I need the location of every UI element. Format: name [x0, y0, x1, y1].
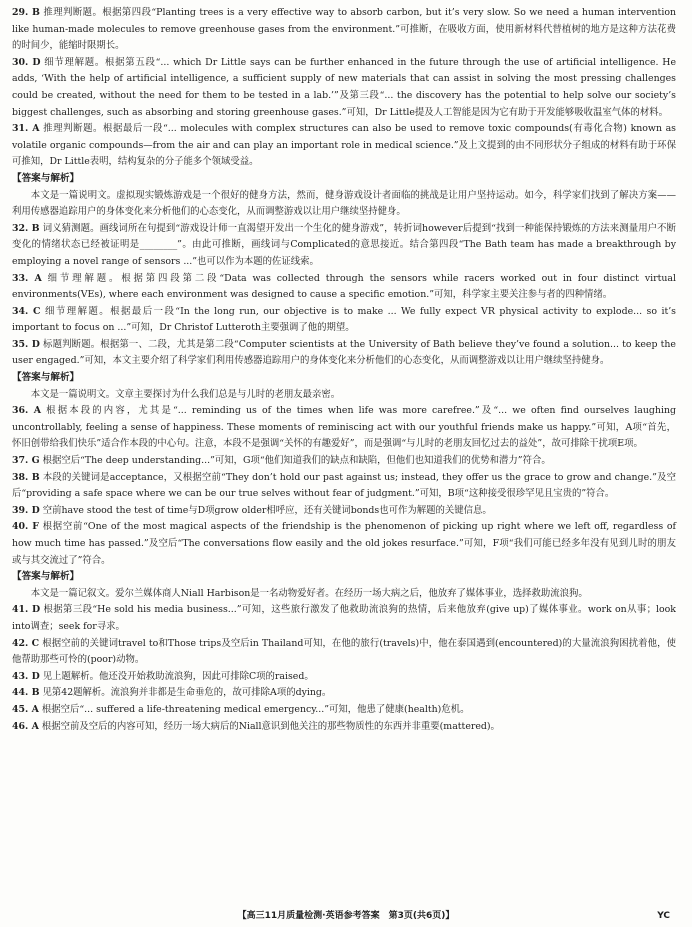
passage-summary: 本文是一篇记叙文。爱尔兰媒体商人Niall Harbison是一名动物爱好者。在经历一场大病之后，他放弃了媒体事业，选择救助流浪狗。	[30, 587, 588, 599]
answer-item	[12, 337, 676, 370]
answer-explanation: 根据空前及空后的内容可知，经历一场大病后的Niall意识到他关注的那些物质性的东西并非重要(mattered)。	[41, 720, 500, 732]
answer-explanation: 标题判断题。根据第一、二段，尤其是第二段“Computer scientists at the University of Bath believe they’ve found a solution... to keep the user engaged.”可知，本文主要介绍了科学家们利用传感器追踪用户的身体变化来分析他们的心态变化，从而调整游戏以让用户继续坚持健身。	[12, 338, 676, 367]
answer-number: 41. D	[12, 604, 41, 616]
answer-number: 45. A	[12, 703, 39, 715]
answer-explanation: 根据空后“... suffered a life-threatening medical emergency...”可知，他患了健康(health)危机。	[41, 703, 470, 715]
answer-number: 34. C	[12, 305, 41, 317]
answer-number: 35. D	[12, 338, 40, 350]
answer-number: 31. A	[12, 123, 40, 135]
section-heading: 【答案与解析】	[12, 172, 80, 184]
answer-item	[12, 669, 676, 686]
answer-number: 30. D	[12, 56, 41, 68]
answer-item	[12, 271, 676, 304]
footer-code: YC	[657, 911, 670, 921]
answer-explanation: 根据空前的关键词travel to和Those trips及空后in Thailand可知，在他的旅行(travels)中，他在泰国遇到(encountered)的大量流浪狗困扰着他，使他帮助那些可怜的(poor)动物。	[12, 637, 676, 666]
answer-explanation: 根据本段的内容，尤其是“... reminding us of the times when life was more carefree.”及“... we often find ourselves laughing uncontrollably, feeling a sense of happiness. These moments of reminiscing act with our youthful friends make us happy.”可知，A项“首先，怀旧创带给我们快乐”适合作本段的中心句。注意，本段不是强调“关怀的有趣爱好”，而是强调“与儿时的老朋友回忆过去的益处”，故可排除干扰项E项。	[12, 405, 677, 450]
answer-item	[12, 685, 676, 702]
section-heading: 【答案与解析】	[12, 372, 80, 384]
answer-explanation: 根据第三段“He sold his media business...”可知，这些旅行激发了他救助流浪狗的热情，后来他放弃(give up)了媒体事业。work on从事；look into调查；seek for寻求。	[12, 604, 676, 632]
answer-item	[12, 5, 676, 55]
answer-item	[12, 602, 676, 635]
answer-item	[12, 503, 676, 520]
answer-explanation: 推理判断题。根据第四段“Planting trees is a very effective way to absorb carbon, but it’s very slow. So we need a human intervention like human-made molecules to remove greenhouse gases from the environment.”可推断，在吸收方面，使用新材料代替植树的地方是这种方法花费的时间少，能缩时限期长。	[12, 7, 677, 52]
page-footer	[0, 908, 692, 924]
answer-item	[12, 719, 676, 736]
answer-item	[12, 221, 676, 271]
answer-number: 36. A	[12, 405, 42, 417]
answer-explanation: 细节理解题。根据第五段“... which Dr Little says can be further enhanced in the future through the use of artificial intelligence. He adds, ‘With the help of artificial intelligence, a sufficient supply of new materials that can assist in solving the most pressing challenges could be created, without the need for them to be tested in a lab.’”及第三段“... the discovery has the potential to help solve our society’s biggest challenges, such as absorbing and storing greenhouse gases.”可知，Dr Little提及人工智能是因为它有助于开发能够吸收温室气体的材料。	[12, 56, 676, 118]
answer-number: 44. B	[12, 687, 40, 699]
answer-number: 33. A	[12, 272, 42, 284]
answer-number: 42. C	[12, 637, 40, 649]
section-heading: 【答案与解析】	[12, 571, 80, 583]
answer-item	[12, 636, 676, 669]
answer-item	[12, 304, 676, 337]
answer-explanation: 见第42题解析。流浪狗并非都是生命垂危的，故可排除A项的dying。	[42, 687, 332, 699]
answer-explanation: 推理判断题。根据最后一段“... molecules with complex structures can also be used to remove toxic compounds(有毒化合物) known as volatile organic compounds—from the air and can play an important role in medical science.”及上文提到的由不同形状分子组成的材料有助于环保可推知，Dr Little表明，结构复杂的分子能多个领域受益。	[12, 123, 676, 168]
answer-number: 32. B	[12, 222, 40, 234]
answer-item	[12, 55, 676, 121]
passage-summary: 本文是一篇说明文。文章主要探讨为什么我们总是与儿时的老朋友最亲密。	[30, 388, 341, 400]
answer-item	[12, 470, 676, 503]
answer-explanation: 细节理解题。根据最后一段“In the long run, our objective is to make ... We fully expect VR physical activity to explode... so it’s important to focus on ...”可知，Dr Christof Lutteroth主要强调了他的期望。	[12, 305, 676, 334]
passage-summary: 本文是一篇说明文。虚拟现实锻炼游戏是一个很好的健身方法，然而，健身游戏设计者面临的挑战是让用户坚持运动。如今，科学家们找到了解决方案——利用传感器追踪用户的身体变化来分析他们的心态变化，从而调整游戏以让用户继续坚持健身。	[12, 189, 676, 218]
answer-explanation: 空前have stood the test of time与D项grow older相呼应，还有关键词bonds也可作为解题的关键信息。	[42, 504, 492, 516]
answer-explanation: 见上题解析。他还没开始救助流浪狗，因此可排除C项的raised。	[42, 670, 314, 682]
answer-number: 40. F	[12, 521, 39, 533]
answer-item	[12, 121, 676, 171]
answer-number: 29. B	[12, 7, 40, 18]
answer-number: 37. G	[12, 455, 40, 467]
footer-page-info: 【高三11月质量检测·英语参考答案 第3页(共6页)】	[237, 911, 455, 921]
answer-item	[12, 702, 676, 719]
answer-number: 43. D	[12, 670, 40, 682]
answer-item	[12, 453, 676, 470]
answer-explanation: 词义猜测题。画线词所在句提到“游戏设计师一直渴望开发出一个生化的健身游戏”，转折词however后提到“找到一种能保持锻炼的方法来测量用户不断变化的情绪状态已经被证明是________”。由此可推断，画线词与Complicated的意思接近。结合第四段“The Bath team has made a breakthrough by employing a novel range of sensors ...”也可以作为本题的佐证线索。	[12, 222, 677, 267]
answer-number: 39. D	[12, 504, 40, 516]
answer-explanation: 根据空后“The deep understanding...”可知，G项“他们知道我们的缺点和缺陷，但他们也知道我们的优势和潜力”符合。	[42, 455, 551, 467]
answer-explanation: 本段的关键词是acceptance，又根据空前“They don’t hold our past against us; instead, they offer us the grace to grow and change.”及空后“providing a safe space where we can be our true selves without fear of judgment.”可知，B项“这种接受很珍罕见且宝贵的”符合。	[12, 471, 677, 500]
answer-number: 38. B	[12, 471, 40, 483]
answer-number: 46. A	[12, 720, 39, 732]
answer-explanation: 细节理解题。根据第四段第二段“Data was collected through the sensors while racers worked out in four distinct virtual environments(VEs), where each environment was designed to cause a specific emotion.”可知，科学家主要关注参与者的四种情绪。	[12, 272, 676, 301]
answer-item	[12, 403, 676, 453]
answer-content	[12, 5, 676, 735]
answer-item	[12, 519, 676, 569]
answer-explanation: 根据空前“One of the most magical aspects of the friendship is the phenomenon of picking up right where we left off, regardless of how much time has passed.”及空后“The conversations flow easily and the old jokes resurface.”可知，F项“我们可能已经多年没有见到儿时的朋友或与其交流过了”符合。	[12, 521, 676, 566]
